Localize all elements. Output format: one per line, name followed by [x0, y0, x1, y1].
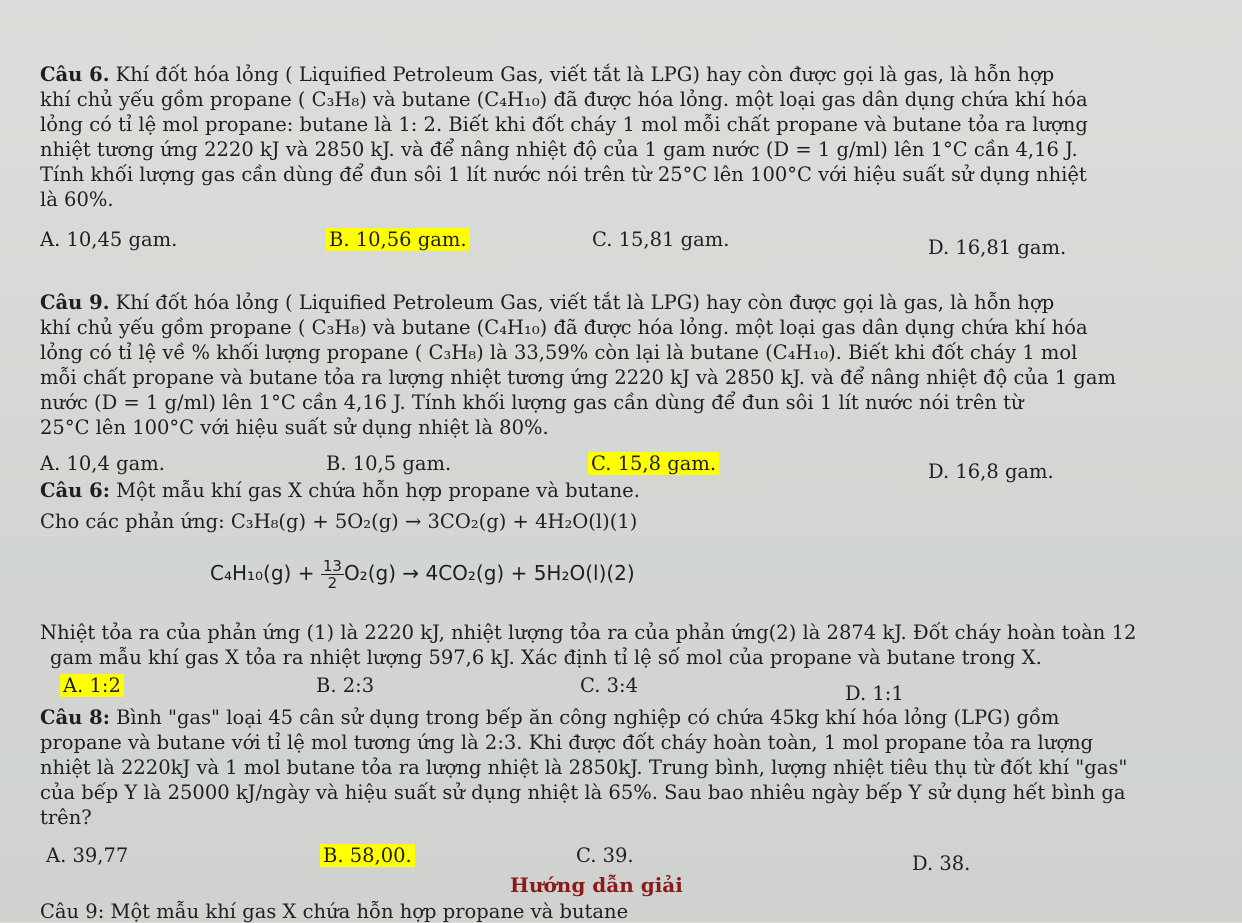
question-9b-cutoff: Câu 9: Một mẫu khí gas X chứa hỗn hợp propane và butane [40, 900, 629, 923]
question-line: lỏng có tỉ lệ mol propane: butane là 1: 2. Biết khi đốt cháy 1 mol mỗi chất propane và butane tỏa ra lượng [40, 113, 1088, 136]
question-line: propane và butane với tỉ lệ mol tương ứng là 2:3. Khi được đốt cháy hoàn toàn, 1 mol propane tỏa ra lượng [40, 731, 1094, 754]
question-line: Câu 6. Khí đốt hóa lỏng ( Liquified Petroleum Gas, viết tắt là LPG) hay còn được gọi là gas, là hỗn hợp [40, 63, 1055, 86]
question-line: gam mẫu khí gas X tỏa ra nhiệt lượng 597,6 kJ. Xác định tỉ lệ số mol của propane và butane trong X. [50, 646, 1042, 669]
option-c: C. 39. [576, 844, 634, 867]
question-line: Câu 8: Bình "gas" loại 45 cân sử dụng trong bếp ăn công nghiệp có chứa 45kg khí hóa lỏng (LPG) gồm [40, 706, 1060, 729]
question-line: nhiệt tương ứng 2220 kJ và 2850 kJ. và để nâng nhiệt độ của 1 gam nước (D = 1 g/ml) lên 1°C cần 4,16 J. [40, 138, 1078, 161]
option-c: C. 3:4 [580, 674, 639, 697]
question-6b-text [40, 620, 1136, 670]
question-label: Câu 8: [40, 706, 110, 729]
question-line: nhiệt là 2220kJ và 1 mol butane tỏa ra lượng nhiệt là 2850kJ. Trung bình, lượng nhiệt tiêu thụ từ đốt khí "gas" [40, 756, 1128, 779]
question-line: của bếp Y là 25000 kJ/ngày và hiệu suất sử dụng nhiệt là 65%. Sau bao nhiêu ngày bếp Y sử dụng hết bình ga [40, 781, 1126, 804]
option-d: D. 16,81 gam. [928, 236, 1067, 259]
option-c-highlighted: C. 15,8 gam. [588, 452, 719, 475]
option-b-highlighted: B. 58,00. [320, 844, 415, 867]
question-9-text [40, 290, 1116, 440]
reaction-1: Cho các phản ứng: C₃H₈(g) + 5O₂(g) → 3CO₂(g) + 4H₂O(l)(1) [40, 510, 638, 533]
option-a: A. 10,45 gam. [40, 228, 178, 251]
question-label: Câu 6: [40, 479, 110, 502]
option-d: D. 1:1 [845, 682, 904, 705]
option-a-highlighted: A. 1:2 [60, 674, 124, 697]
question-line: Câu 6: Một mẫu khí gas X chứa hỗn hợp propane và butane. [40, 479, 640, 502]
question-line: trên? [40, 806, 92, 829]
reaction-2: C₄H₁₀(g) + $\frac{13}{2}$ O₂(g) → 4CO₂(g) + 5H₂O(l)(2) [210, 557, 635, 592]
question-line: Nhiệt tỏa ra của phản ứng (1) là 2220 kJ, nhiệt lượng tỏa ra của phản ứng(2) là 2874 kJ. Đốt cháy hoàn toàn 12 [40, 621, 1137, 644]
question-line: Tính khối lượng gas cần dùng để đun sôi 1 lít nước nói trên từ 25°C lên 100°C với hiệu suất sử dụng nhiệt [40, 163, 1087, 186]
question-6b-options [60, 674, 1200, 705]
fraction: $\frac{13}{2}$ [322, 557, 342, 592]
option-a: A. 39,77 [46, 844, 129, 867]
question-8-options [46, 844, 1196, 875]
question-line: khí chủ yếu gồm propane ( C₃H₈) và butane (C₄H₁₀) đã được hóa lỏng. một loại gas dân dụng chứa khí hóa [40, 88, 1088, 111]
question-line: là 60%. [40, 188, 114, 211]
solution-heading: Hướng dẫn giải [510, 873, 683, 897]
option-d: D. 16,8 gam. [928, 460, 1054, 483]
option-b-highlighted: B. 10,56 gam. [326, 228, 470, 251]
option-d: D. 38. [912, 852, 971, 875]
question-line: lỏng có tỉ lệ về % khối lượng propane ( C₃H₈) là 33,59% còn lại là butane (C₄H₁₀). Biết khi đốt cháy 1 mol [40, 341, 1078, 364]
question-line: nước (D = 1 g/ml) lên 1°C cần 4,16 J. Tính khối lượng gas cần dùng để đun sôi 1 lít nước nói trên từ [40, 391, 1024, 414]
option-a: A. 10,4 gam. [40, 452, 165, 475]
question-label: Câu 6. [40, 63, 110, 86]
question-6b-intro [40, 478, 640, 534]
question-line: 25°C lên 100°C với hiệu suất sử dụng nhiệt là 80%. [40, 416, 549, 439]
option-b: B. 2:3 [316, 674, 375, 697]
option-c: C. 15,81 gam. [592, 228, 730, 251]
question-6-text [40, 62, 1088, 212]
option-b: B. 10,5 gam. [326, 452, 452, 475]
question-label: Câu 9. [40, 291, 110, 314]
question-8-text [40, 705, 1127, 830]
question-line: mỗi chất propane và butane tỏa ra lượng nhiệt tương ứng 2220 kJ và 2850 kJ. và để nâng nhiệt độ của 1 gam [40, 366, 1116, 389]
question-6-options [40, 228, 1200, 259]
question-9-options [40, 452, 1200, 483]
question-line: Câu 9. Khí đốt hóa lỏng ( Liquified Petroleum Gas, viết tắt là LPG) hay còn được gọi là gas, là hỗn hợp [40, 291, 1055, 314]
question-line: khí chủ yếu gồm propane ( C₃H₈) và butane (C₄H₁₀) đã được hóa lỏng. một loại gas dân dụng chứa khí hóa [40, 316, 1088, 339]
